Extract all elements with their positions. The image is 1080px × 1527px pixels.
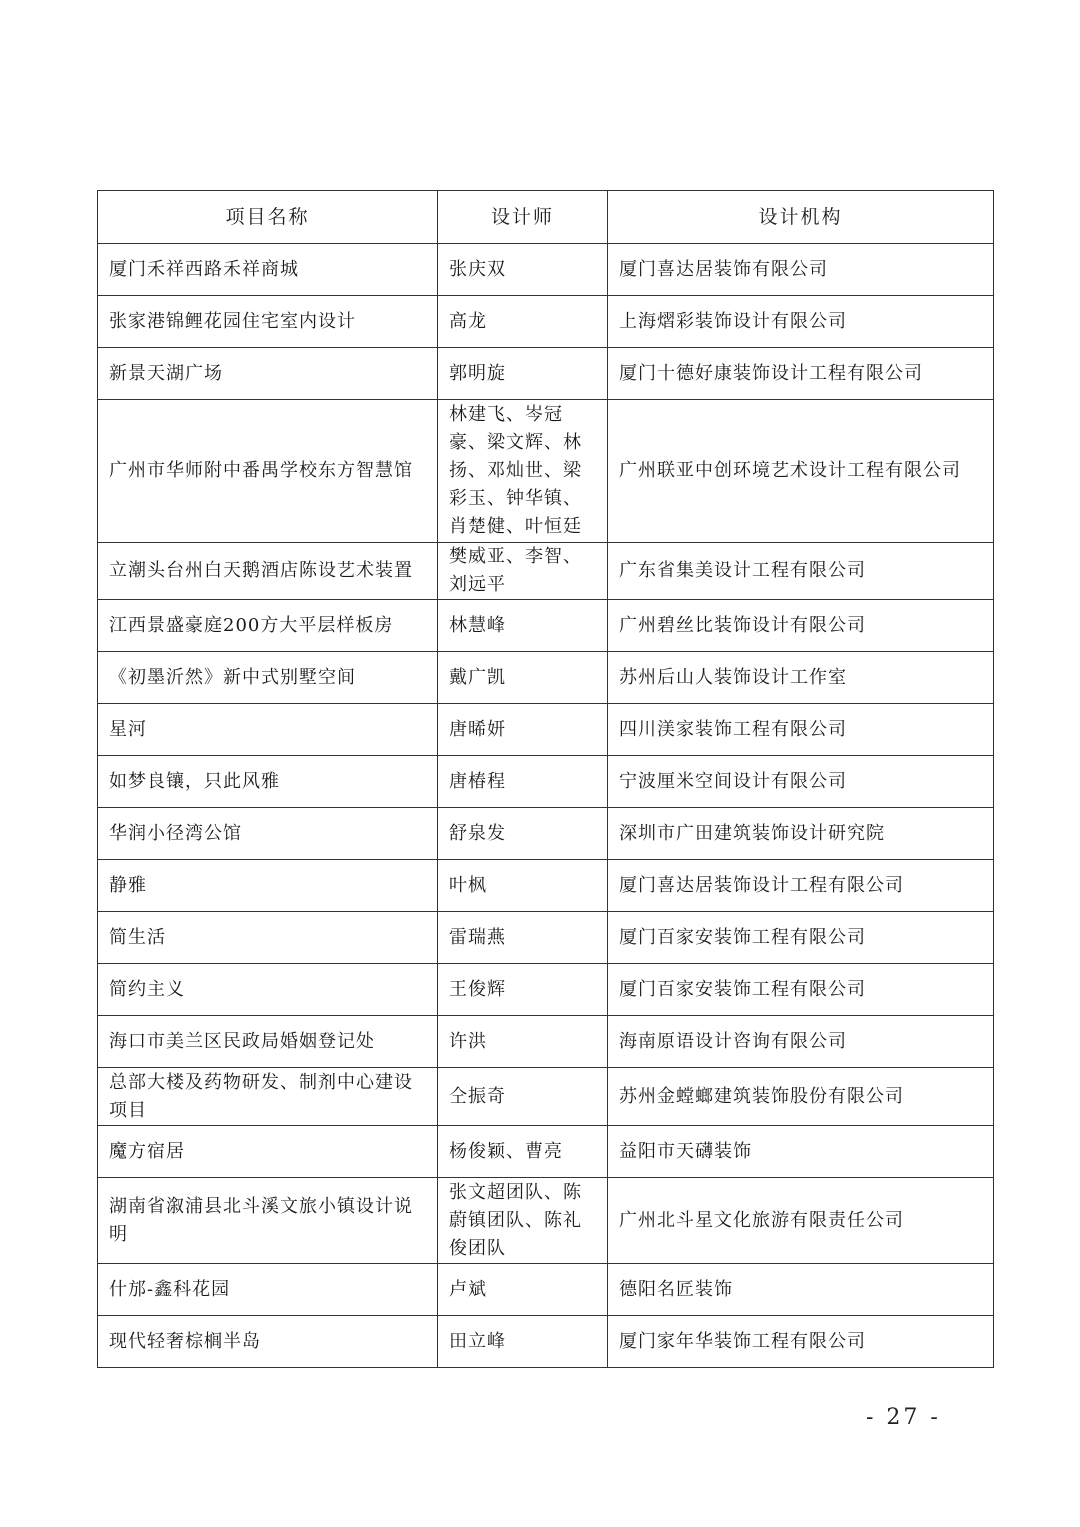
institution-cell: 苏州后山人装饰设计工作室 [608,652,994,704]
project-name-cell: 什邡-鑫科花园 [98,1264,438,1316]
project-name-cell: 现代轻奢棕榈半岛 [98,1316,438,1368]
project-name-cell: 张家港锦鲤花园住宅室内设计 [98,296,438,348]
table-row [98,543,994,600]
project-name-cell: 新景天湖广场 [98,348,438,400]
institution-cell: 四川渼家装饰工程有限公司 [608,704,994,756]
table-row [98,860,994,912]
table-row [98,1126,994,1178]
project-name-cell: 立潮头台州白天鹅酒店陈设艺术装置 [98,543,438,600]
header-project-name: 项目名称 [98,191,438,244]
designer-cell: 王俊辉 [438,964,608,1016]
designer-cell: 樊威亚、李智、刘远平 [438,543,608,600]
project-name-cell: 简生活 [98,912,438,964]
table-row [98,1316,994,1368]
institution-cell: 德阳名匠装饰 [608,1264,994,1316]
institution-cell: 上海熠彩装饰设计有限公司 [608,296,994,348]
designer-cell: 戴广凯 [438,652,608,704]
designer-cell: 林建飞、岑冠豪、梁文辉、林扬、邓灿世、梁彩玉、钟华镇、肖楚健、叶恒廷 [438,400,608,543]
institution-cell: 苏州金螳螂建筑装饰股份有限公司 [608,1068,994,1126]
table-row [98,244,994,296]
designer-cell: 卢斌 [438,1264,608,1316]
institution-cell: 广东省集美设计工程有限公司 [608,543,994,600]
institution-cell: 厦门喜达居装饰有限公司 [608,244,994,296]
table-row [98,348,994,400]
project-name-cell: 华润小径湾公馆 [98,808,438,860]
institution-cell: 广州碧丝比装饰设计有限公司 [608,600,994,652]
designer-cell: 高龙 [438,296,608,348]
table-row [98,912,994,964]
table-row [98,1068,994,1126]
project-name-cell: 简约主义 [98,964,438,1016]
table-row [98,400,994,543]
table-row [98,1016,994,1068]
designer-cell: 张文超团队、陈蔚镇团队、陈礼俊团队 [438,1178,608,1264]
table-row [98,600,994,652]
table-row [98,756,994,808]
institution-cell: 深圳市广田建筑装饰设计研究院 [608,808,994,860]
project-name-cell: 江西景盛豪庭200方大平层样板房 [98,600,438,652]
institution-cell: 海南原语设计咨询有限公司 [608,1016,994,1068]
project-name-cell: 厦门禾祥西路禾祥商城 [98,244,438,296]
project-name-cell: 魔方宿居 [98,1126,438,1178]
institution-cell: 益阳市天礴装饰 [608,1126,994,1178]
designer-cell: 田立峰 [438,1316,608,1368]
institution-cell: 厦门十德好康装饰设计工程有限公司 [608,348,994,400]
designer-cell: 仝振奇 [438,1068,608,1126]
project-name-cell: 《初墨沂然》新中式别墅空间 [98,652,438,704]
designer-cell: 许洪 [438,1016,608,1068]
designer-cell: 叶枫 [438,860,608,912]
table-header-row [98,191,994,244]
project-name-cell: 总部大楼及药物研发、制剂中心建设项目 [98,1068,438,1126]
project-name-cell: 如梦良镶，只此风雅 [98,756,438,808]
award-table-container [97,190,993,1368]
designer-cell: 雷瑞燕 [438,912,608,964]
table-row [98,1178,994,1264]
institution-cell: 厦门百家安装饰工程有限公司 [608,964,994,1016]
table-row [98,1264,994,1316]
header-designer: 设计师 [438,191,608,244]
table-row [98,296,994,348]
institution-cell: 厦门百家安装饰工程有限公司 [608,912,994,964]
designer-cell: 杨俊颖、曹亮 [438,1126,608,1178]
table-row [98,652,994,704]
designer-cell: 唐晞妍 [438,704,608,756]
project-name-cell: 星河 [98,704,438,756]
table-row [98,808,994,860]
table-row [98,964,994,1016]
designer-cell: 张庆双 [438,244,608,296]
institution-cell: 宁波厘米空间设计有限公司 [608,756,994,808]
header-institution: 设计机构 [608,191,994,244]
project-name-cell: 湖南省溆浦县北斗溪文旅小镇设计说明 [98,1178,438,1264]
project-name-cell: 广州市华师附中番禺学校东方智慧馆 [98,400,438,543]
institution-cell: 厦门喜达居装饰设计工程有限公司 [608,860,994,912]
institution-cell: 广州北斗星文化旅游有限责任公司 [608,1178,994,1264]
designer-cell: 郭明旋 [438,348,608,400]
institution-cell: 厦门家年华装饰工程有限公司 [608,1316,994,1368]
designer-cell: 林慧峰 [438,600,608,652]
designer-cell: 舒泉发 [438,808,608,860]
page-number: - 27 - [866,1405,941,1430]
project-name-cell: 静雅 [98,860,438,912]
institution-cell: 广州联亚中创环境艺术设计工程有限公司 [608,400,994,543]
project-name-cell: 海口市美兰区民政局婚姻登记处 [98,1016,438,1068]
designer-cell: 唐椿程 [438,756,608,808]
award-table [97,190,994,1368]
table-row [98,704,994,756]
